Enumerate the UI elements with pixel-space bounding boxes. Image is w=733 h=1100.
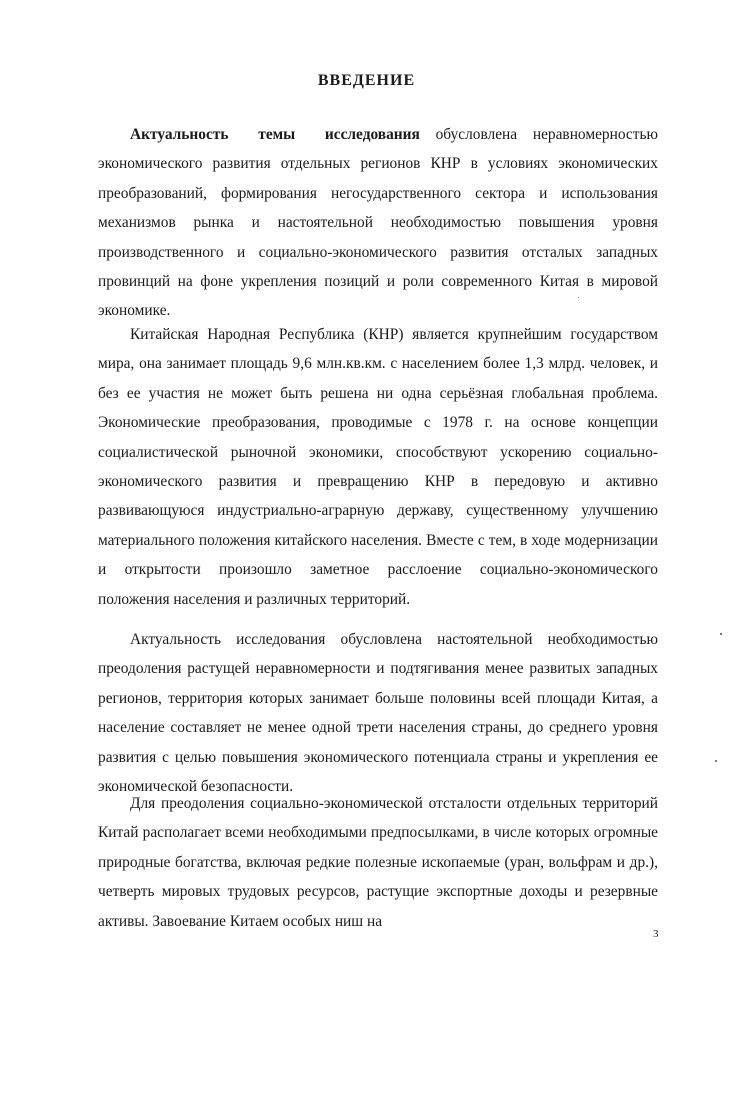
paragraph-3: Актуальность исследования обусловлена настоятельной необходимостью преодоления растущей неравномерности и подтягивания менее развитых западных регионов, территория которых занимает больше половины всей площади Китая, а население составляет не менее одной трети населения страны, до среднего уровня развития с целью повышения экономического потенциала страны и укрепления ее экономической безопасности. (98, 631, 658, 796)
paragraph-1-text: обусловлена неравномерностью экономического развития отдельных регионов КНР в условиях экономических преобразований, формирования негосударственного сектора и использования механизмов рынка и настоятельной необходимостью повышения уровня производственного и социально-экономического развития отсталых западных провинций на фоне укрепления позиций и роли современного Китая в мировой экономике. (98, 126, 658, 320)
paragraph-1-lead: Актуальность темы исследования (130, 126, 420, 143)
scan-speck (715, 760, 717, 762)
page-number: 3 (653, 928, 659, 940)
scan-speck (578, 297, 579, 298)
page-title: ВВЕДЕНИЕ (317, 72, 416, 89)
scan-speck (720, 633, 722, 635)
paragraph-1 (98, 120, 658, 326)
paragraph-2: Китайская Народная Республика (КНР) является крупнейшим государством мира, она занимает площадь 9,6 млн.кв.км. с населением более 1,3 млрд. человек, и без ее участия не может быть решена ни одна серьёзная глобальная проблема. Экономические преобразования, проводимые с 1978 г. на основе концепции социалистической рыночной экономики, способствуют ускорению социально-экономического развития и превращению КНР в передовую и активно развивающуюся индустриально-аграрную державу, существенному улучшению материального положения китайского населения. Вместе с тем, в ходе модернизации и открытости произошло заметное расслоение социально-экономического положения населения и различных территорий. (98, 326, 658, 608)
paragraph-4: Для преодоления социально-экономической отсталости отдельных территорий Китай располагает всеми необходимыми предпосылками, в числе которых огромные природные богатства, включая редкие полезные ископаемые (уран, вольфрам и др.), четверть мировых трудовых ресурсов, растущие экспортные доходы и резервные активы. Завоевание Китаем особых ниш на (98, 795, 658, 930)
